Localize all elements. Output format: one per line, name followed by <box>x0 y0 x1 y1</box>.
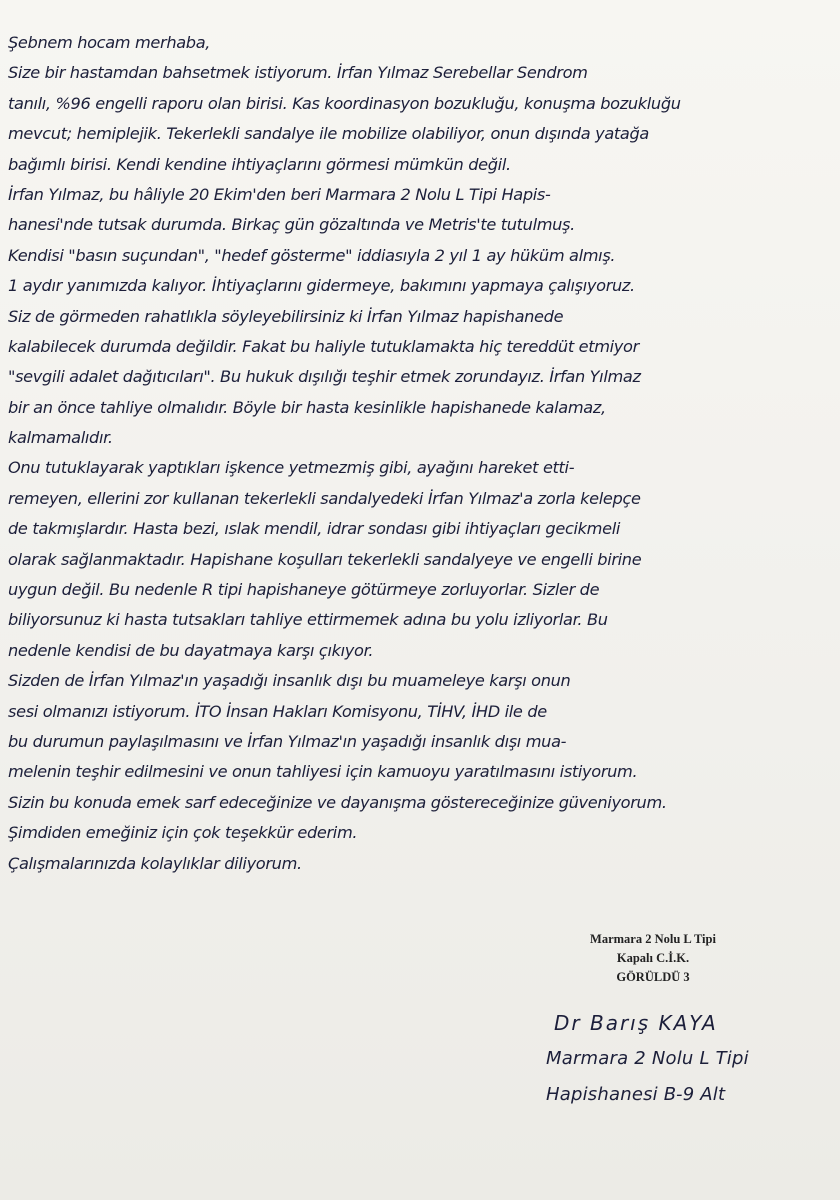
signature-line: Hapishanesi B-9 Alt <box>546 1084 726 1105</box>
letter-line: uygun değil. Bu nedenle R tipi hapishaneye götürmeye zorluyorlar. Sizler de <box>8 580 600 600</box>
letter-line: melenin teşhir edilmesini ve onun tahliyesi için kamuoyu yaratılmasını istiyorum. <box>8 762 638 782</box>
letter-line: bu durumun paylaşılmasını ve İrfan Yılmaz'ın yaşadığı insanlık dışı mua- <box>8 731 567 751</box>
letter-line: Çalışmalarınızda kolaylıklar diliyorum. <box>8 853 302 873</box>
letter-line: bir an önce tahliye olmalıdır. Böyle bir hasta kesinlikle hapishanede kalamaz, <box>8 397 606 417</box>
signature-line: Marmara 2 Nolu L Tipi <box>546 1048 749 1069</box>
letter-line: Kendisi "basın suçundan", "hedef gösterme" iddiasıyla 2 yıl 1 ay hüküm almış. <box>8 245 616 265</box>
letter-line: Siz de görmeden rahatlıkla söyleyebilirsiniz ki İrfan Yılmaz hapishanede <box>8 306 564 326</box>
letter-line: olarak sağlanmaktadır. Hapishane koşulları tekerlekli sandalyeye ve engelli birine <box>8 549 642 569</box>
letter-line: nedenle kendisi de bu dayatmaya karşı çıkıyor. <box>8 640 374 660</box>
letter-line: "sevgili adalet dağıtıcıları". Bu hukuk dışılığı teşhir etmek zorundayız. İrfan Yılmaz <box>8 367 641 387</box>
handwritten-letter-body <box>8 28 834 879</box>
letter-line: Size bir hastamdan bahsetmek istiyorum. İrfan Yılmaz Serebellar Sendrom <box>8 63 588 83</box>
letter-line: 1 aydır yanımızda kalıyor. İhtiyaçlarını gidermeye, bakımını yapmaya çalışıyoruz. <box>8 276 635 296</box>
signature-name: Dr Barış KAYA <box>554 1011 718 1035</box>
prison-stamp <box>568 930 738 987</box>
letter-line: sesi olmanızı istiyorum. İTO İnsan Hakları Komisyonu, TİHV, İHD ile de <box>8 701 547 721</box>
letter-line: kalabilecek durumda değildir. Fakat bu haliyle tutuklamakta hiç tereddüt etmiyor <box>8 336 639 356</box>
letter-line: kalmamalıdır. <box>8 428 113 448</box>
letter-line: tanılı, %96 engelli raporu olan birisi. Kas koordinasyon bozukluğu, konuşma bozukluğu <box>8 93 681 113</box>
letter-line: Sizin bu konuda emek sarf edeceğinize ve dayanışma göstereceğinize güveniyorum. <box>8 792 667 812</box>
letter-line: de takmışlardır. Hasta bezi, ıslak mendil, idrar sondası gibi ihtiyaçları gecikmeli <box>8 519 620 539</box>
letter-line: bağımlı birisi. Kendi kendine ihtiyaçlarını görmesi mümkün değil. <box>8 154 511 174</box>
letter-line: Onu tutuklayarak yaptıkları işkence yetmezmiş gibi, ayağını hareket etti- <box>8 458 575 478</box>
signature-block <box>546 1005 836 1113</box>
letter-line: Şimdiden emeğiniz için çok teşekkür ederim. <box>8 823 358 843</box>
stamp-line: GÖRÜLDÜ 3 <box>616 970 690 984</box>
letter-line: Şebnem hocam merhaba, <box>8 33 211 52</box>
letter-line: İrfan Yılmaz, bu hâliyle 20 Ekim'den beri Marmara 2 Nolu L Tipi Hapis- <box>8 184 551 204</box>
letter-line: Sizden de İrfan Yılmaz'ın yaşadığı insanlık dışı bu muameleye karşı onun <box>8 671 571 691</box>
letter-line: remeyen, ellerini zor kullanan tekerlekli sandalyedeki İrfan Yılmaz'a zorla kelepçe <box>8 488 641 508</box>
letter-line: mevcut; hemiplejik. Tekerlekli sandalye ile mobilize olabiliyor, onun dışında yatağa <box>8 124 649 144</box>
letter-line: biliyorsunuz ki hasta tutsakları tahliye ettirmemek adına bu yolu izliyorlar. Bu <box>8 610 608 630</box>
stamp-line: Kapalı C.İ.K. <box>616 951 690 965</box>
letter-line: hanesi'nde tutsak durumda. Birkaç gün gözaltında ve Metris'te tutulmuş. <box>8 215 575 235</box>
stamp-line: Marmara 2 Nolu L Tipi <box>590 932 716 946</box>
